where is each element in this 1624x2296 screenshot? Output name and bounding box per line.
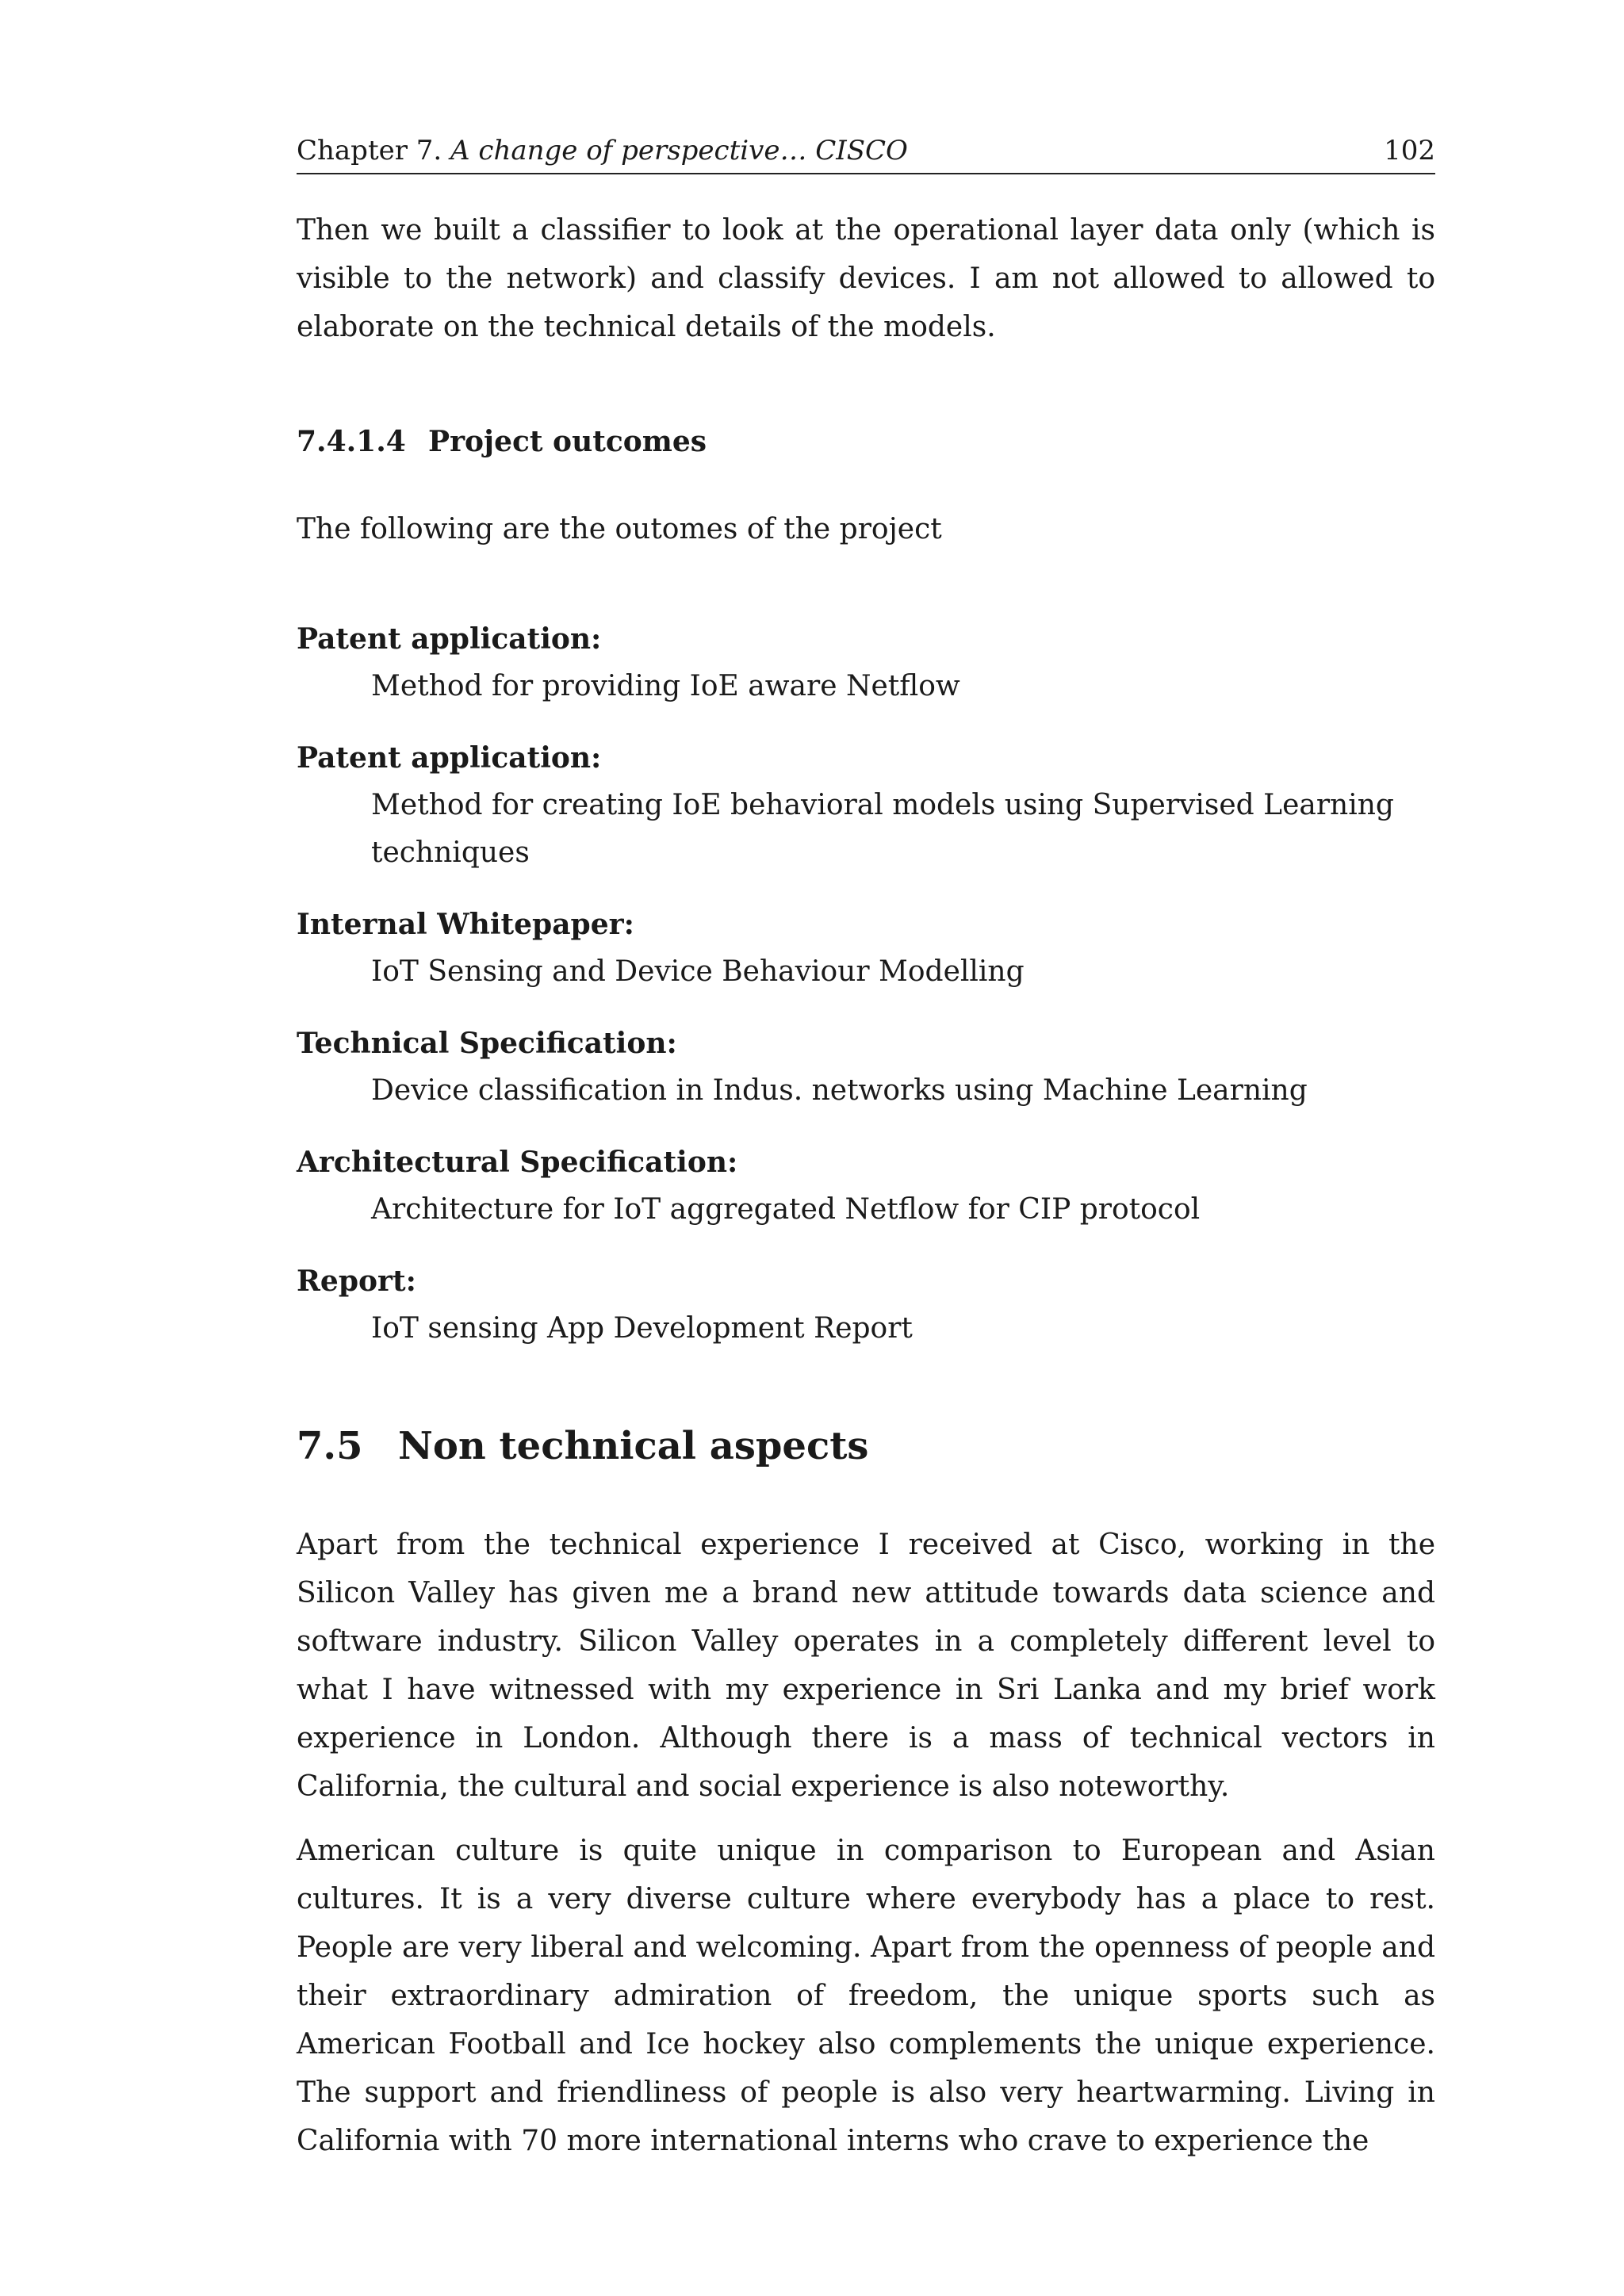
outcome-description: IoT Sensing and Device Behaviour Modelling	[371, 955, 1025, 988]
page-number: 102	[1384, 135, 1435, 166]
outcome-term: Patent application:	[297, 622, 602, 656]
section-title: Non technical aspects	[398, 1424, 869, 1468]
chapter-heading	[297, 133, 908, 168]
outcome-term: Architectural Specification:	[297, 1146, 738, 1179]
outcome-item	[297, 1020, 1435, 1115]
outcome-term: Patent application:	[297, 741, 602, 775]
subsection-heading	[297, 424, 1435, 459]
outcome-item	[297, 901, 1435, 996]
outcomes-intro: The following are the outomes of the project	[297, 513, 942, 545]
page	[297, 133, 1435, 2165]
outcome-item	[297, 615, 1435, 710]
outcome-description: Architecture for IoT aggregated Netflow for CIP protocol	[371, 1193, 1201, 1226]
outcome-term: Internal Whitepaper:	[297, 908, 634, 941]
outcome-term: Technical Specification:	[297, 1027, 677, 1060]
outcome-term: Report:	[297, 1265, 416, 1298]
outcome-item	[297, 1257, 1435, 1353]
section-number: 7.5	[297, 1424, 363, 1468]
body-paragraph: Apart from the technical experience I received at Cisco, working in the Silicon Valley has given me a brand new attitude towards data science and software industry. Silicon Valley operates in a completely different level to what I have witnessed with my experience in Sri Lanka and my brief work experience in London. Although there is a mass of technical vectors in California, the cultural and social experience is also noteworthy.	[297, 1529, 1435, 1803]
outcome-item	[297, 734, 1435, 877]
outcomes-list	[297, 615, 1435, 1353]
outcome-description: Method for providing IoE aware Netflow	[371, 670, 960, 702]
outcome-item	[297, 1138, 1435, 1234]
intro-paragraph: Then we built a classifier to look at the operational layer data only (which is visible to the network) and classify devices. I am not allowed to allowed to elaborate on the technical details of the models.	[297, 214, 1435, 343]
chapter-title: A change of perspective… CISCO	[450, 135, 908, 166]
outcome-description: Method for creating IoE behavioral models using Supervised Learning techniques	[371, 789, 1394, 869]
outcome-description: IoT sensing App Development Report	[371, 1312, 913, 1345]
outcome-description: Device classification in Indus. networks using Machine Learning	[371, 1074, 1308, 1107]
running-header	[297, 133, 1435, 174]
subsection-title: Project outcomes	[428, 425, 707, 458]
body-paragraph: American culture is quite unique in comparison to European and Asian cultures. It is a very diverse culture where everybody has a place to rest. People are very liberal and welcoming. Apart from the openness of people and their extraordinary admiration of freedom, the unique sports such as American Football and Ice hockey also complements the unique experience. The support and friendliness of people is also very heartwarming. Living in California with 70 more international interns who crave to experience the	[297, 1835, 1435, 2157]
subsection-number: 7.4.1.4	[297, 425, 406, 458]
section-heading	[297, 1422, 1435, 1470]
chapter-label: Chapter 7.	[297, 135, 442, 166]
